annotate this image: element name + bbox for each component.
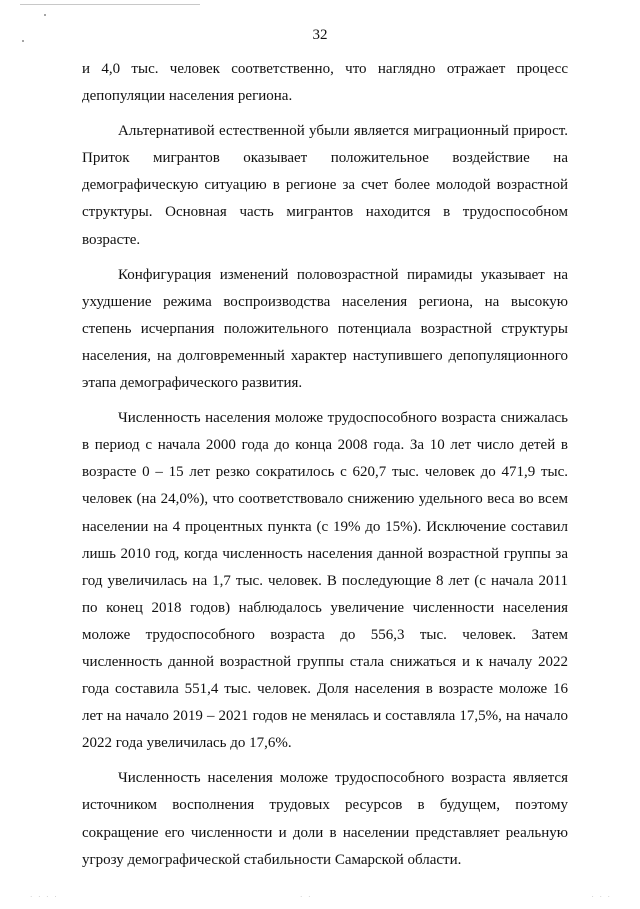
page-number: 32 — [312, 27, 328, 43]
scan-artifact-corner-left: · · · · — [30, 893, 59, 901]
scan-artifact-corner-middle: · · — [300, 893, 313, 901]
scan-artifact-corner-right: · · · — [591, 893, 612, 901]
document-body — [82, 56, 568, 874]
paragraph-1: и 4,0 тыс. человек соответственно, что наглядно отражает процесс депопуляции населения региона. — [82, 61, 568, 105]
scan-artifact-line — [20, 4, 200, 5]
paragraph-4: Численность населения моложе трудоспособного возраста снижалась в период с начала 2000 года до конца 2008 года. За 10 лет число детей в возрасте 0 – 15 лет резко сократилось с 620,7 тыс. человек до 471,9 тыс. человек (на 24,0%), что соответствовало снижению удельного веса во всем населении на 4 процентных пункта (с 19% до 15%). Исключение составил лишь 2010 год, когда численность населения данной возрастной группы за год увеличилась на 1,7 тыс. человек. В последующие 8 лет (с начала 2011 по конец 2018 годов) наблюдалось увеличение численности населения моложе трудоспособного возраста до 556,3 тыс. человек. Затем численность данной возрастной группы стала снижаться и к началу 2022 года составила 551,4 тыс. человек. Доля населения в возрасте моложе 16 лет на начало 2019 – 2021 годов не менялась и составляла 17,5%, на начало 2022 года увеличилась до 17,6%. — [82, 410, 568, 752]
paragraph-3: Конфигурация изменений половозрастной пирамиды указывает на ухудшение режима воспроизводства населения региона, на высокую степень исчерпания положительного потенциала возрастной структуры населения, на долговременный характер наступившего депопуляционного этапа демографического развития. — [82, 266, 568, 392]
scan-artifact-dot — [44, 14, 46, 16]
paragraph-5: Численность населения моложе трудоспособного возраста является источником восполнения трудовых ресурсов в будущем, поэтому сокращение его численности и доли в населении представляет реальную угрозу демографической стабильности Самарской области. — [82, 770, 568, 868]
paragraph-2: Альтернативой естественной убыли является миграционный прирост. Приток мигрантов оказывает положительное воздействие на демографическую ситуацию в регионе за счет более молодой возрастной структуры. Основная часть мигрантов находится в трудоспособном возрасте. — [82, 123, 568, 248]
